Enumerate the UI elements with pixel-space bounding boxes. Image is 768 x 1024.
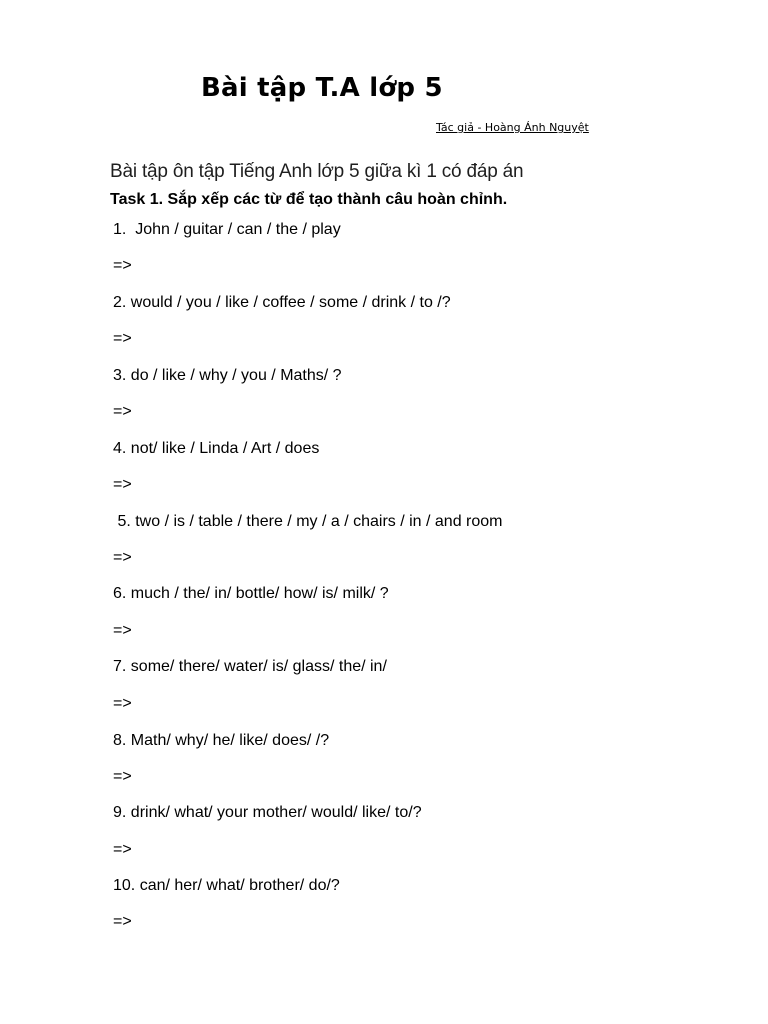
answer-line: =>	[113, 913, 132, 930]
answer-line: =>	[113, 476, 132, 493]
answer-line: =>	[113, 841, 132, 858]
question-item: 1. John / guitar / can / the / play	[113, 221, 341, 238]
question-item: 3. do / like / why / you / Maths/ ?	[113, 367, 342, 384]
question-item: 4. not/ like / Linda / Art / does	[113, 440, 320, 457]
answer-line: =>	[113, 330, 132, 347]
question-item: 9. drink/ what/ your mother/ would/ like/ to/?	[113, 804, 422, 821]
question-item: 5. two / is / table / there / my / a / chairs / in / and room	[113, 513, 503, 530]
answer-line: =>	[113, 768, 132, 785]
answer-line: =>	[113, 403, 132, 420]
document-subtitle: Bài tập ôn tập Tiếng Anh lớp 5 giữa kì 1 có đáp án	[110, 161, 524, 182]
author-credit: Tác giả - Hoàng Ánh Nguyệt	[436, 121, 589, 134]
question-item: 10. can/ her/ what/ brother/ do/?	[113, 877, 340, 894]
question-item: 2. would / you / like / coffee / some / drink / to /?	[113, 294, 451, 311]
answer-line: =>	[113, 257, 132, 274]
answer-line: =>	[113, 695, 132, 712]
task-heading: Task 1. Sắp xếp các từ để tạo thành câu hoàn chỉnh.	[110, 191, 508, 208]
question-item: 8. Math/ why/ he/ like/ does/ /?	[113, 732, 330, 749]
answer-line: =>	[113, 549, 132, 566]
question-item: 6. much / the/ in/ bottle/ how/ is/ milk/ ?	[113, 585, 389, 602]
document-title: Bài tập T.A lớp 5	[201, 73, 443, 103]
answer-line: =>	[113, 622, 132, 639]
question-item: 7. some/ there/ water/ is/ glass/ the/ in/	[113, 658, 387, 675]
